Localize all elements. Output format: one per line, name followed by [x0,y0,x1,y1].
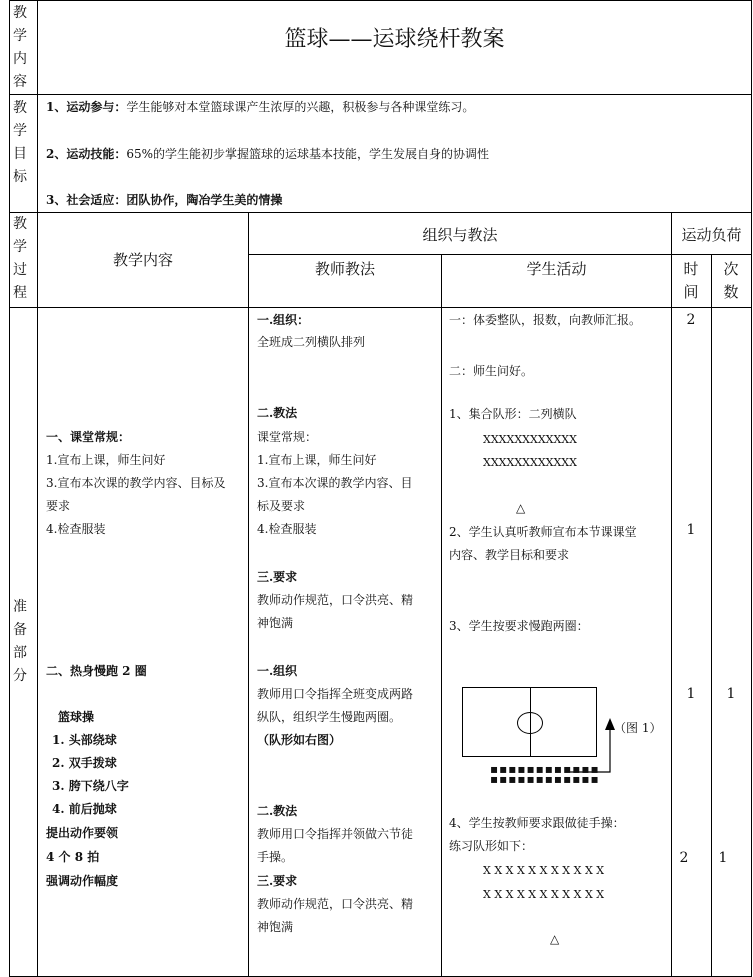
goal-2 [46,143,489,166]
row-divider-1 [9,94,752,95]
col-divider-label [37,0,38,977]
header-teacher: 教师教法 [314,260,375,278]
student-line: 3、学生按要求慢跑两圈： [449,619,589,633]
row-divider-subheader [248,254,752,255]
section-1-title: 一、课堂常规： [46,430,131,444]
formation-row: X X X X X X X X X X X [483,888,605,901]
teacher-org-text: 全班成二列横队排列 [257,335,366,349]
formation-row: XXXXXXXXXXXX [483,433,577,446]
teacher-req2-line: 神饱满 [257,920,294,934]
time-value: 1 [686,522,696,538]
header-content: 教学内容 [112,251,173,269]
teacher-method2-line: 手操。 [257,850,294,864]
goal-2-text: 65%的学生能初步掌握篮球的运球基本技能，学生发展自身的协调性 [126,147,490,161]
formation-row: XXXXXXXXXXXX [483,456,577,469]
teacher-req2-line: 教师动作规范，口令洪亮、精 [257,897,414,911]
teacher-req2-title: 三.要求 [257,874,298,888]
col-divider-content [248,212,249,977]
goal-3-label: 3、社会适应：团队协作，陶冶学生美的情操 [46,193,283,207]
teacher-req-line: 教师动作规范，口令洪亮、精 [257,593,414,607]
student-line: 二：师生问好。 [449,364,534,378]
court-center-circle [517,712,543,734]
header-student: 学生活动 [526,260,587,278]
teacher-position-icon: △ [516,501,526,515]
label-prep: 准 备 部 分 [13,599,27,684]
col-divider-teacher [441,254,442,977]
header-org: 组织与教法 [422,226,498,244]
section-2-subtitle: 篮球操 [58,710,95,724]
time-value: 2 [679,850,689,866]
teacher-req-title: 三.要求 [257,570,298,584]
teacher-method-line: 标及要求 [257,499,306,513]
section-2-note: 强调动作幅度 [46,874,119,888]
time-value: 1 [686,686,696,702]
student-line: 内容、教学目标和要求 [449,548,570,562]
student-line: 2、学生认真听教师宣布本节课课堂 [449,525,637,539]
exercise-item: 3. 胯下绕八字 [52,779,129,793]
goal-3 [46,189,282,212]
goal-2-label: 2、运动技能： [46,147,127,161]
student-column-dots: ▪▪▪▪▪▪▪▪▪▪▪▪ [490,772,600,786]
section-1-line: 要求 [46,499,71,513]
teacher-position-icon: △ [550,932,560,946]
teacher-org2-line: 教师用口令指挥全班变成两路 [257,687,414,701]
teacher-method-line: 3.宣布本次课的教学内容、目 [257,476,413,490]
border-right [751,0,752,977]
count-value: 1 [726,686,736,702]
student-line: 一：体委整队，报数，向教师汇报。 [449,313,642,327]
student-line: 4、学生按教师要求跟做徒手操： [449,816,625,830]
student-line: 练习队形如下： [449,839,534,853]
goal-1-label: 1、运动参与： [46,100,127,114]
header-count: 次 数 [723,260,739,301]
time-value: 2 [686,312,696,328]
border-top [9,0,752,1]
label-goals: 教 学 目 标 [13,100,27,185]
teacher-org2-note: （队形如右图） [257,733,342,747]
section-2-note: 提出动作要领 [46,826,119,840]
teacher-method2-title: 二.教法 [257,804,298,818]
col-divider-time [711,254,712,977]
teacher-req-line: 神饱满 [257,616,294,630]
teacher-org-title: 一.组织： [257,313,310,327]
teacher-method-line: 1.宣布上课，师生问好 [257,453,377,467]
teacher-method-line: 课堂常规： [257,430,318,444]
section-2-note: 4 个 8 拍 [46,850,100,864]
formation-row: X X X X X X X X X X X [483,864,605,877]
section-1-line: 4.检查服装 [46,522,106,536]
teacher-method-line: 4.检查服装 [257,522,317,536]
label-content: 教 学 内 容 [13,5,27,90]
page-title: 篮球——运球绕杆教案 [284,27,505,52]
section-1-line: 3.宣布本次课的教学内容、目标及 [46,476,226,490]
row-divider-2 [9,212,752,213]
figure-label: （图 1） [614,721,662,735]
row-divider-3 [9,307,752,308]
section-2-title: 二、热身慢跑 2 圈 [46,664,147,678]
goal-1 [46,96,474,119]
col-divider-student [671,212,672,977]
teacher-org2-title: 一.组织 [257,664,298,678]
exercise-item: 2. 双手拨球 [52,756,117,770]
exercise-item: 4. 前后抛球 [52,802,117,816]
teacher-method-title: 二.教法 [257,406,298,420]
teacher-org2-line: 纵队，组织学生慢跑两圈。 [257,710,402,724]
teacher-method2-line: 教师用口令指挥并领做六节徒 [257,827,414,841]
header-time: 时 间 [683,260,699,301]
exercise-item: 1. 头部绕球 [52,733,117,747]
header-load: 运动负荷 [681,226,742,244]
label-process: 教 学 过 程 [13,216,27,301]
goal-1-text: 学生能够对本堂篮球课产生浓厚的兴趣，积极参与各种课堂练习。 [126,100,475,114]
student-column-dots: ▪▪▪▪▪▪▪▪▪▪▪▪ [490,762,600,776]
student-line: 1、集合队形：二列横队 [449,407,577,421]
section-1-line: 1.宣布上课，师生问好 [46,453,166,467]
count-value: 1 [718,850,728,866]
